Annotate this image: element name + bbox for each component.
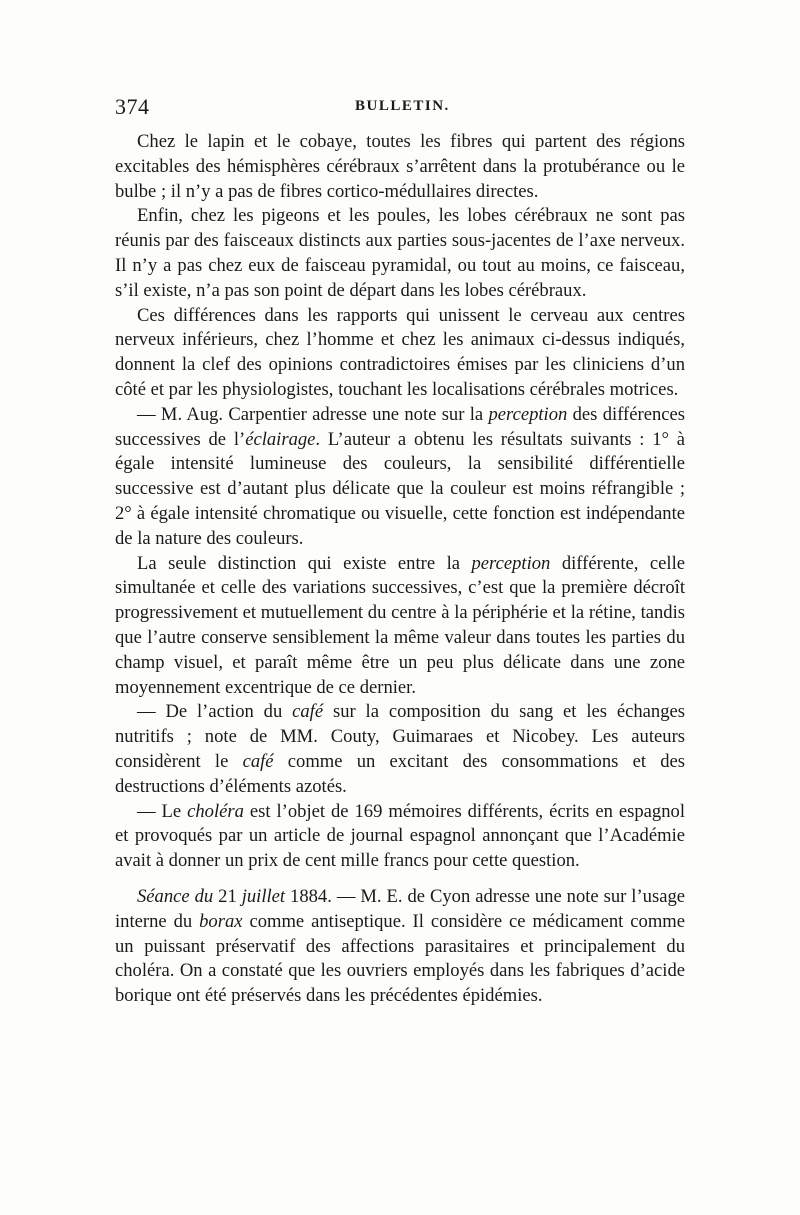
italic-term: perception bbox=[488, 403, 568, 425]
paragraph-cholera: — Le choléra est l’objet de 169 mémoires différents, écrits en espagnol et provoqués par un article de journal espagnol annonçant que l’Académie avait à donner un prix de cent mille francs pour cette question. bbox=[115, 800, 685, 872]
italic-term: café bbox=[242, 750, 274, 772]
paragraph-rabbit-guinea-pig: Chez le lapin et le cobaye, toutes les fibres qui partent des régions excitables des hémisphères cérébraux s’arrêtent dans la protubérance ou le bulbe ; il n’y a pas de fibres cortico-médullaires directes. bbox=[115, 131, 685, 202]
page-number: 374 bbox=[115, 94, 150, 119]
running-head bbox=[115, 94, 685, 124]
paragraph-seance-21-juillet: Séance du 21 juillet 1884. — M. E. de Cyon adresse une note sur l’usage interne du borax comme antiseptique. Il considère ce médicament comme un puissant préservatif des affections parasitaires et principalement du choléra. On a constaté que les ouvriers employés dans les fabriques d’acide borique ont été préservés dans les précédentes épidémies. bbox=[115, 885, 685, 1007]
body-text bbox=[115, 130, 685, 1009]
italic-term: borax bbox=[199, 910, 243, 932]
italic-term: café bbox=[292, 701, 324, 723]
italic-term: juillet bbox=[241, 885, 286, 907]
italic-term: éclairage bbox=[245, 428, 316, 450]
italic-term: choléra bbox=[187, 800, 244, 822]
italic-term: perception bbox=[471, 552, 551, 574]
paragraph-carpentier-note: — M. Aug. Carpentier adresse une note sur la perception des différences successives de l’éclairage. L’auteur a obtenu les résultats suivants : 1° à égale intensité lumineuse des couleurs, la sensibilité différentielle successive est d’autant plus délicate que la couleur est moins réfrangible ; 2° à égale intensité chromatique ou visuelle, cette fonction est indépendante de la nature des couleurs. bbox=[115, 403, 685, 549]
italic-term: Séance du bbox=[137, 885, 214, 907]
paragraph-coffee: — De l’action du café sur la composition du sang et les échanges nutritifs ; note de MM. Couty, Guimaraes et Nicobey. Les auteurs considèrent le café comme un excitant des consommations et des destructions d’éléments azotés. bbox=[115, 701, 686, 797]
paragraph-perception-distinction: La seule distinction qui existe entre la perception différente, celle simultanée et celle des variations successives, c’est que la première décroît progressivement et mutuellement du centre à la périphérie et la rétine, tandis que l’autre conserve sensiblement la même valeur dans toutes les parties du champ visuel, et paraît même être un peu plus délicate dans une zone moyennement excentrique de ce dernier. bbox=[115, 552, 685, 698]
paragraph-pigeons-hens: Enfin, chez les pigeons et les poules, les lobes cérébraux ne sont pas réunis par des faisceaux distincts aux parties sous-jacentes de l’axe nerveux. Il n’y a pas chez eux de faisceau pyramidal, ou tout au moins, ce faisceau, s’il existe, n’a pas son point de départ dans les lobes cérébraux. bbox=[115, 205, 685, 301]
running-title: BULLETIN. bbox=[355, 98, 450, 114]
paragraph-differences: Ces différences dans les rapports qui unissent le cerveau aux centres nerveux inférieurs, chez l’homme et chez les animaux ci-dessus indiqués, donnent la clef des opinions contradictoires émises par les cliniciens d’un côté et par les physiologistes, touchant les localisations cérébrales motrices. bbox=[115, 304, 685, 400]
